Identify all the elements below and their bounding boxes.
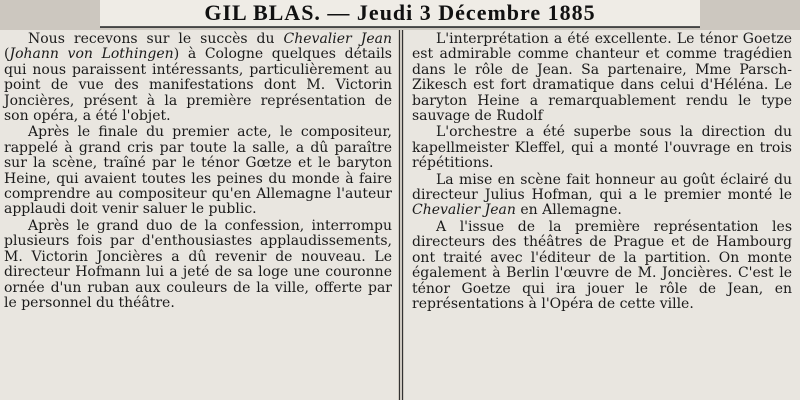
masthead-rule	[100, 27, 700, 28]
opera-title: Chevalier Jean	[412, 202, 516, 219]
text-run: La mise en scène fait honneur au goût éclairé du directeur Julius Hofman, qui a le premier monté le	[412, 171, 792, 204]
text-run: ) à Cologne quelques détails qui nous paraissent intéressants, particulièrement au point de vue des manifestations dont M. Victorin Joncières, présent à la première représentation de son opéra, a été l'objet.	[4, 46, 392, 125]
right-paragraph-4: A l'issue de la première représentation les directeurs des théâtres de Prague et de Hambourg ont traité avec l'éditeur de la partition. On monte également à Berlin l'œuvre de M. Joncières. C'est le ténor Goetze qui ira jouer le rôle de Jean, en représentations à l'Opéra de cette ville.	[412, 218, 792, 312]
left-paragraph-3: Après le grand duo de la confession, interrompu plusieurs fois par d'enthousiastes applaudissements, M. Victorin Joncières a dû revenir de nouveau. Le directeur Hofmann lui a jeté de sa loge une couronne ornée d'un ruban aux couleurs de la ville, offerte par le personnel du théâtre.	[4, 217, 392, 311]
newspaper-masthead: GIL BLAS. — Jeudi 3 Décembre 1885	[100, 0, 700, 27]
left-paragraph-2: Après le finale du premier acte, le compositeur, rappelé à grand cris par toute la salle, a dû paraître sur la scène, traîné par le ténor Gœtze et le baryton Heine, qui avaient toutes les peines du monde à faire comprendre au compositeur qu'en Allemagne l'auteur applaudi doit venir saluer le public.	[4, 124, 392, 218]
right-paragraph-2: L'orchestre a été superbe sous la direction du kapellmeister Kleffel, qui a monté l'ouvrage en trois répétitions.	[412, 124, 792, 172]
left-column	[0, 30, 398, 400]
text-run: Nous recevons sur le succès du	[28, 31, 284, 47]
german-title: Johann von Lothingen	[9, 46, 174, 63]
left-paragraph-1	[4, 32, 392, 124]
right-paragraph-1: L'interprétation a été excellente. Le ténor Goetze est admirable comme chanteur et comme tragédien dans le rôle de Jean. Sa partenaire, Mme Parsch-Zikesch est fort dramatique dans celui d'Héléna. Le baryton Heine a remarquablement rendu le type sauvage de Rudolf	[412, 31, 792, 125]
text-run: en Allemagne.	[515, 202, 622, 219]
right-paragraph-3	[412, 173, 792, 219]
column-divider	[399, 30, 403, 400]
text-run: (	[4, 46, 10, 63]
right-column	[404, 30, 800, 400]
opera-title: Chevalier Jean	[283, 31, 392, 47]
